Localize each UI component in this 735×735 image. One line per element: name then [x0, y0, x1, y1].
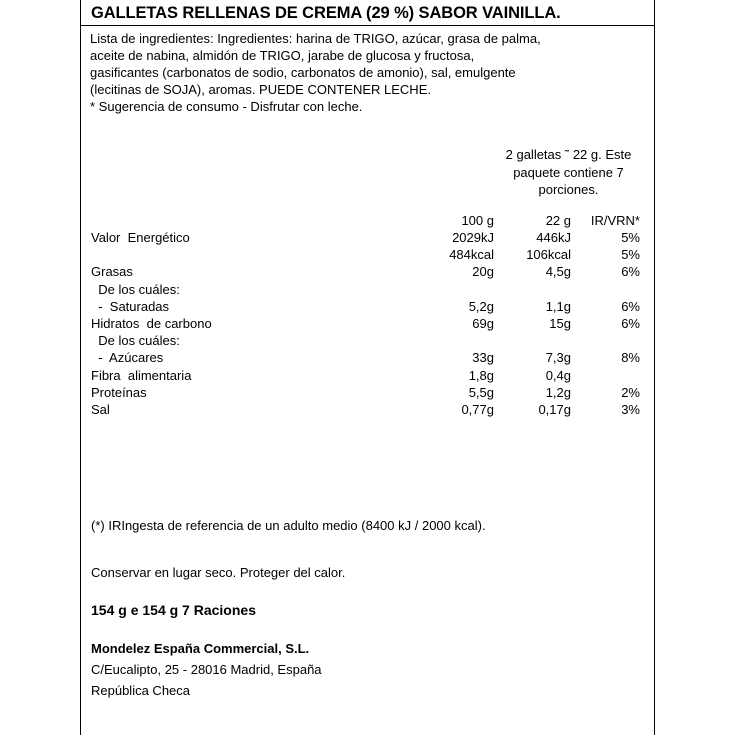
- nutrition-row: [81, 299, 654, 316]
- value-per-100g: 20g: [472, 264, 494, 280]
- nutrient-label: De los cuáles:: [91, 281, 180, 297]
- ingredients-block: [90, 30, 645, 115]
- value-per-100g: 69g: [472, 316, 494, 331]
- value-ir-percent: 6%: [621, 316, 640, 331]
- value-ir-percent: 3%: [621, 402, 640, 417]
- value-per-100g: 0,77g: [461, 402, 494, 417]
- value-ir-percent: 2%: [621, 384, 640, 400]
- nutrition-row: [81, 282, 654, 299]
- value-ir-percent: 5%: [621, 247, 640, 263]
- value-per-portion: 1,2g: [545, 384, 571, 400]
- value-ir-percent: 6%: [621, 264, 640, 280]
- ingredients-line: gasificantes (carbonatos de sodio, carbonatos de amonio), sal, emulgente: [90, 65, 516, 80]
- col-header-ir: IR/VRN*: [590, 213, 640, 228]
- net-weight: 154 g e 154 g 7 Raciones: [91, 602, 256, 618]
- nutrient-label: Proteínas: [91, 384, 147, 400]
- nutrient-label: Sal: [91, 402, 110, 417]
- portion-line: paquete contiene 7: [513, 164, 624, 180]
- value-per-portion: 0,4g: [545, 367, 571, 383]
- value-per-100g: 2029kJ: [452, 230, 494, 245]
- nutrition-row: [81, 333, 654, 350]
- value-per-100g: 5,2g: [468, 298, 494, 314]
- nutrient-label: Fibra alimentaria: [91, 367, 192, 383]
- value-per-portion: 0,17g: [538, 402, 571, 417]
- nutrient-label: Hidratos de carbono: [91, 316, 212, 331]
- nutrition-row: [81, 264, 654, 281]
- nutrition-row: [81, 368, 654, 385]
- ingredients-line: Lista de ingredientes: Ingredientes: harina de TRIGO, azúcar, grasa de palma,: [90, 31, 541, 46]
- value-per-100g: 5,5g: [468, 384, 494, 400]
- col-header-100g: 100 g: [461, 213, 494, 228]
- nutrition-row: [81, 350, 654, 367]
- portion-info: [481, 146, 656, 199]
- company-name: Mondelez España Commercial, S.L.: [91, 641, 310, 656]
- portion-line: porciones.: [538, 182, 599, 197]
- nutrient-label: De los cuáles:: [91, 333, 180, 349]
- portion-line: 2 galletas ˜ 22 g. Este: [505, 147, 632, 162]
- value-per-portion: 4,5g: [545, 264, 571, 280]
- value-per-100g: 484kcal: [449, 247, 494, 263]
- value-per-100g: 1,8g: [468, 367, 494, 383]
- product-label: [80, 0, 655, 735]
- value-ir-percent: 6%: [621, 298, 640, 314]
- value-per-100g: 33g: [472, 350, 494, 366]
- product-title: GALLETAS RELLENAS DE CREMA (29 %) SABOR VAINILLA.: [91, 4, 561, 22]
- nutrient-label: Valor Energético: [91, 230, 190, 245]
- value-ir-percent: 8%: [621, 350, 640, 366]
- value-per-portion: 15g: [549, 316, 571, 331]
- consumption-suggestion: * Sugerencia de consumo - Disfrutar con leche.: [90, 99, 363, 114]
- storage-instructions: Conservar en lugar seco. Proteger del calor.: [91, 565, 346, 580]
- nutrient-label: - Azúcares: [91, 350, 164, 366]
- country-of-origin: República Checa: [91, 683, 191, 698]
- footnote: (*) IRIngesta de referencia de un adulto medio (8400 kJ / 2000 kcal).: [91, 518, 486, 533]
- nutrient-label: Grasas: [91, 264, 133, 280]
- nutrition-row: [81, 385, 654, 402]
- nutrition-row: [81, 230, 654, 247]
- title-row: [81, 0, 654, 26]
- nutrient-label: - Saturadas: [91, 298, 170, 314]
- value-per-portion: 106kcal: [526, 247, 571, 263]
- nutrition-row: [81, 402, 654, 419]
- nutrition-header-row: [81, 213, 654, 230]
- value-ir-percent: 5%: [621, 230, 640, 245]
- ingredients-line: aceite de nabina, almidón de TRIGO, jarabe de glucosa y fructosa,: [90, 48, 475, 63]
- value-per-portion: 7,3g: [545, 350, 571, 366]
- nutrition-row: [81, 247, 654, 264]
- ingredients-line: (lecitinas de SOJA), aromas. PUEDE CONTENER LECHE.: [90, 82, 431, 97]
- col-header-portion: 22 g: [545, 213, 571, 228]
- company-address: C/Eucalipto, 25 - 28016 Madrid, España: [91, 662, 322, 677]
- value-per-portion: 1,1g: [545, 298, 571, 314]
- value-per-portion: 446kJ: [536, 230, 571, 245]
- nutrition-row: [81, 316, 654, 333]
